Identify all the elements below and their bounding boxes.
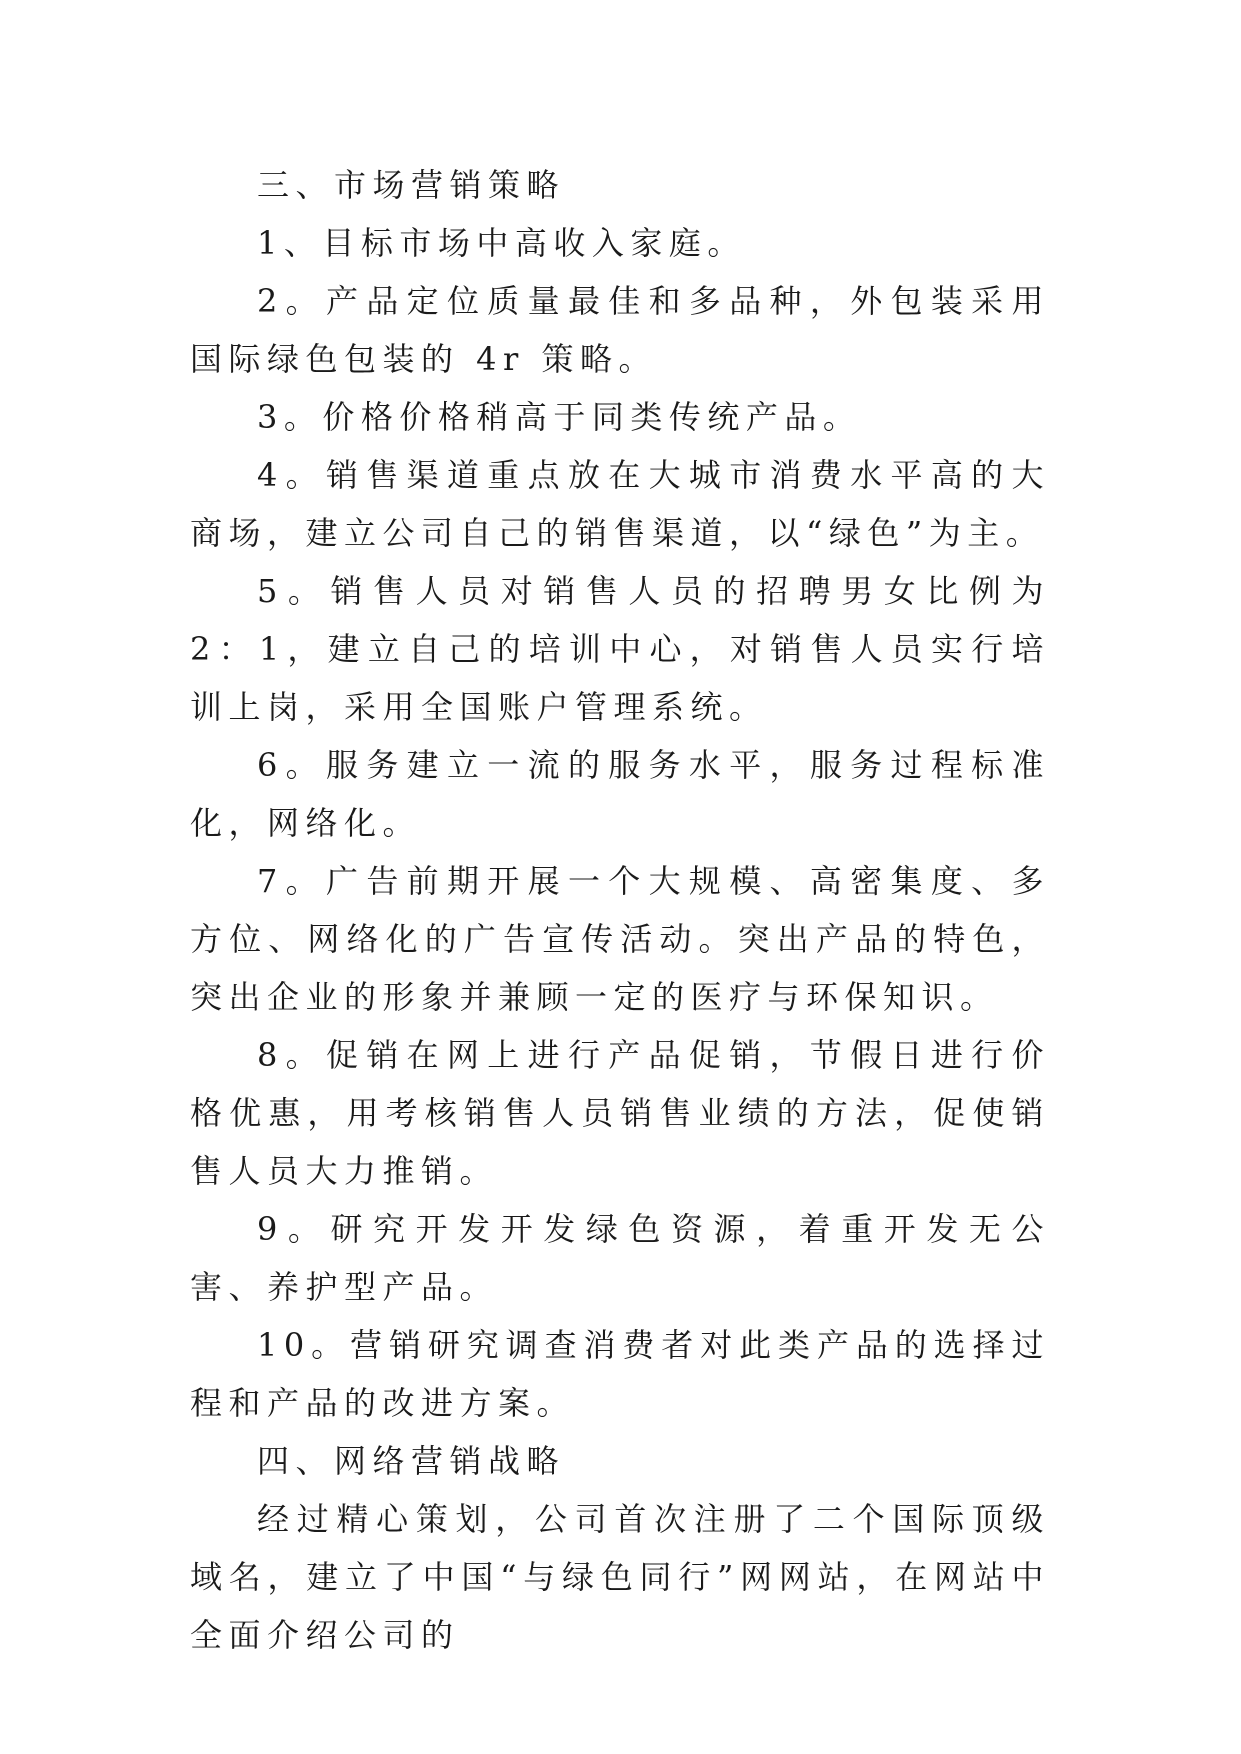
paragraph-advertising: 7。广告前期开展一个大规模、高密集度、多方位、网络化的广告宣传活动。突出产品的特色，突出企业的形象并兼顾一定的医疗与环保知识。: [190, 862, 1050, 1016]
section-heading-network-marketing: 四、网络营销战略: [257, 1442, 566, 1480]
paragraph-research-development: 9。研究开发开发绿色资源，着重开发无公害、养护型产品。: [190, 1210, 1050, 1306]
paragraph-service: 6。服务建立一流的服务水平，服务过程标准化，网络化。: [190, 746, 1050, 842]
paragraph-marketing-research: 10。营销研究调查消费者对此类产品的选择过程和产品的改进方案。: [190, 1326, 1050, 1422]
paragraph-price: 3。价格价格稍高于同类传统产品。: [257, 398, 862, 436]
paragraph-sales-staff: 5。销售人员对销售人员的招聘男女比例为 2：1，建立自己的培训中心，对销售人员实行培训上岗，采用全国账户管理系统。: [190, 572, 1050, 726]
paragraph-sales-channel: 4。销售渠道重点放在大城市消费水平高的大商场，建立公司自己的销售渠道，以“绿色”为主。: [190, 456, 1050, 552]
paragraph-promotion: 8。促销在网上进行产品促销，节假日进行价格优惠，用考核销售人员销售业绩的方法，促使销售人员大力推销。: [190, 1036, 1050, 1190]
document-body: [190, 156, 1050, 1664]
paragraph-product-positioning: 2。产品定位质量最佳和多品种，外包装采用国际绿色包装的 4r 策略。: [190, 282, 1050, 378]
paragraph-target-market: 1、目标市场中高收入家庭。: [257, 224, 746, 262]
paragraph-network-marketing-intro: 经过精心策划，公司首次注册了二个国际顶级域名，建立了中国“与绿色同行”网网站，在网站中全面介绍公司的: [190, 1500, 1050, 1654]
section-heading-marketing-strategy: 三、市场营销策略: [257, 166, 566, 204]
